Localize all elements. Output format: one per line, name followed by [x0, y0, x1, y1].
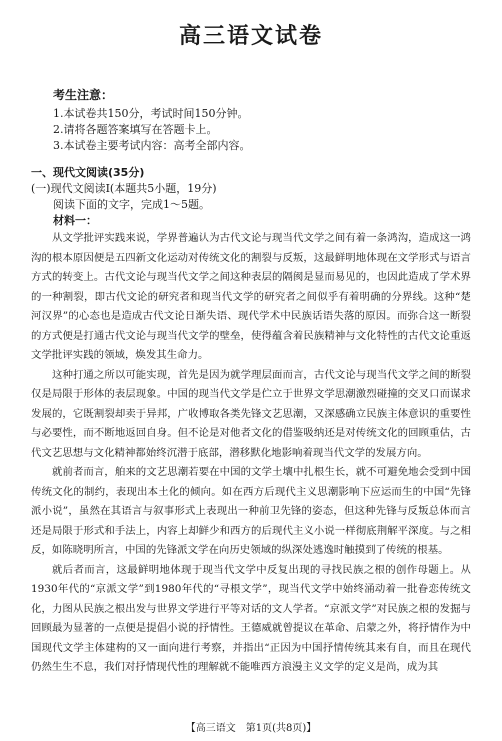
material-label: 材料一：	[53, 214, 97, 227]
passage-paragraph: 这种打通之所以可能实现，首先是因为就学理层面而言，古代文论与现当代文学之间的断裂仅是局限于形体的表层现象。中国的现当代文学是伫立于世界文学思潮激烈碰撞的交叉口而谋求发展的，它既割裂却卖于异邦，广收博取各类先锋文艺思潮，又深感确立民族主体意识的重要性与必要性，而不断地返回自身。但不论是对他者文化的借鉴吸纳还是对传统文化的回顾重估，古代文艺思想与文化精神都始终沉潜于底部，潜移默化地影响着现当代文学的发展方向。	[31, 368, 471, 459]
notice-heading: 考生注意：	[53, 88, 114, 102]
page-footer: 【高三语文 第1页(共8页)】	[185, 723, 317, 734]
subsection-title: (一)现代文阅读Ⅰ(本题共5小题，19分)	[31, 182, 217, 195]
notice-item: 3.本试卷主要考试内容：高考全部内容。	[53, 139, 251, 152]
passage-paragraph: 就后者而言，这最鲜明地体现于现当代文学中反复出现的寻找民族之根的创作母题上。从1930年代的“京派文学”到1980年代的“寻根文学”，现当代文学中始终涌动着一批眷恋传统文化，力图从民族之根出发与世界文学进行平等对话的文人学者。“京派文学”对民族之根的发掘与回顾最为显著的一点便是提倡小说的抒情性。王德威就曾提议在革命、启蒙之外，将抒情作为中国现代文学主体建构的又一面向进行考察，并指出“正因为中国抒情传统其来有自，而且在现代仍然生生不息，我们对抒情现代性的理解就不能唯西方浪漫主义文学的定义是尚，成为其	[31, 563, 471, 673]
passage-paragraph: 就前者而言，舶来的文艺思潮若要在中国的文学土壤中扎根生长，就不可避免地会受到中国传统文化的制约，表现出本土化的倾向。如在西方后现代主义思潮影响下应运而生的中国“先锋派小说”，虽然在其语言与叙事形式上表现出一种前卫先锋的姿态，但这种先锋与反叛总体而言还是局限于形式和手法上，内容上却鲜少和西方的后现代主义小说一样彻底荆解平深度。与之相反，如陈晓明所言，中国的先锋派文学在向历史领域的纵深处逃逸时触摸到了传统的根基。	[31, 466, 471, 556]
notice-block	[53, 87, 471, 154]
notice-item: 1.本试卷共150分，考试时间150分钟。	[53, 107, 249, 120]
section-title: 一、现代文阅读(35分)	[31, 166, 145, 179]
page-title: 高三语文试卷	[178, 24, 323, 49]
notice-item: 2.请将各题答案填写在答题卡上。	[53, 123, 218, 136]
passage	[31, 229, 471, 678]
reading-instruction: 阅读下面的文字，完成1～5题。	[53, 198, 210, 211]
passage-paragraph: 从文学批评实践来说，学界普遍认为古代文论与现当代文学之间有着一条鸿沟，造成这一鸿沟的根本原因便是五四新文化运动对传统文化的割裂与反叛，这最鲜明地体现在文学形式与语言方式的转变上。古代文论与现当代文学之间这种表层的隔阂是显而易见的，也因此造成了学术界的一种割裂，即古代文论的研究者和现当代文学的研究者之间似乎有着明确的分界线。这种“楚河汉界”的心态也是造成古代文论日渐失语、现代学术中民族话语失落的原因。而弥合这一断裂的方式便是打通古代文论与现当代文学的壁垒，使得蕴含着民族精神与文化特性的古代文论重返文学批评实践的领域，焕发其生命力。	[31, 232, 471, 361]
